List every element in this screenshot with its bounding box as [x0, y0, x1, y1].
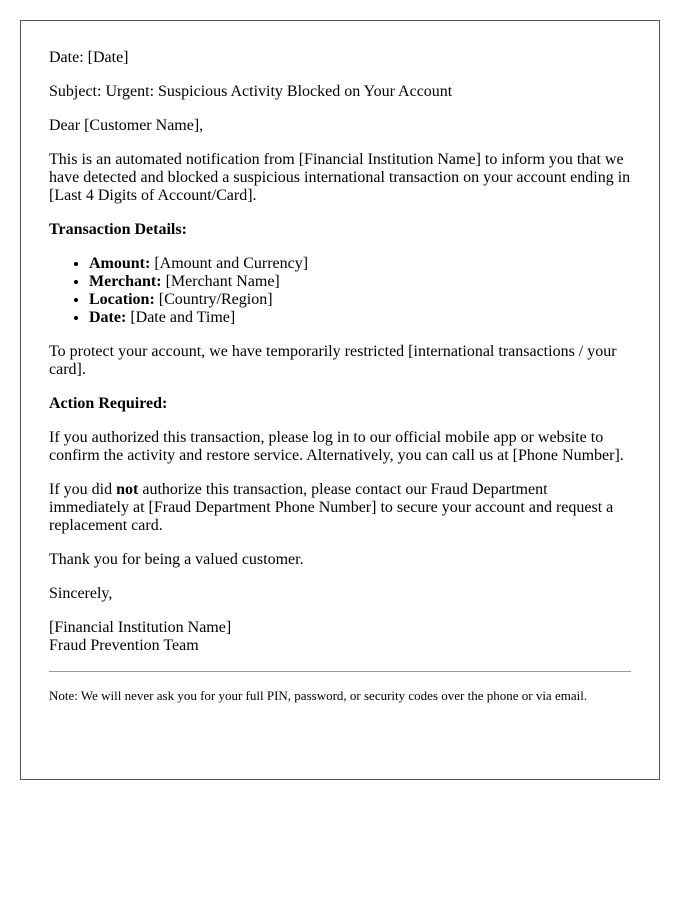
detail-item-merchant	[89, 273, 631, 291]
detail-value: [Country/Region]	[154, 291, 273, 308]
detail-value: [Amount and Currency]	[150, 255, 309, 272]
greeting: Dear [Customer Name],	[49, 117, 204, 134]
signature-organization: [Financial Institution Name]	[49, 619, 232, 636]
detail-item-date	[89, 309, 631, 327]
transaction-details-list	[49, 255, 631, 327]
detail-label: Amount:	[89, 255, 151, 272]
not-authorized-text-start: If you did	[49, 481, 117, 498]
not-emphasis: not	[116, 481, 139, 498]
letter-container	[20, 20, 660, 780]
divider	[49, 671, 631, 672]
not-authorized-text-end: authorize this transaction, please contact our Fraud Department immediately at [Fraud Department Phone Number] to secure your account and request a replacement card.	[49, 481, 614, 534]
intro-paragraph: This is an automated notification from [Financial Institution Name] to inform you that we have detected and blocked a suspicious international transaction on your account ending in [Last 4 Digits of Account/Card].	[49, 151, 631, 204]
detail-item-location	[89, 291, 631, 309]
detail-item-amount	[89, 255, 631, 273]
detail-label: Date:	[89, 309, 127, 326]
detail-value: [Merchant Name]	[161, 273, 280, 290]
thanks-paragraph: Thank you for being a valued customer.	[49, 551, 304, 568]
protect-paragraph: To protect your account, we have temporarily restricted [international transactions / your card].	[49, 343, 617, 378]
action-required-heading: Action Required:	[49, 395, 168, 412]
detail-label: Location:	[89, 291, 155, 308]
date-line: Date: [Date]	[49, 49, 129, 66]
subject-line: Subject: Urgent: Suspicious Activity Blocked on Your Account	[49, 83, 453, 100]
closing: Sincerely,	[49, 585, 113, 602]
not-authorized-paragraph	[49, 481, 631, 535]
signature-block	[49, 619, 631, 655]
security-note: Note: We will never ask you for your full PIN, password, or security codes over the phone or via email.	[49, 688, 588, 703]
transaction-details-heading: Transaction Details:	[49, 221, 187, 238]
authorized-paragraph: If you authorized this transaction, please log in to our official mobile app or website to confirm the activity and restore service. Alternatively, you can call us at [Phone Number].	[49, 429, 624, 464]
detail-value: [Date and Time]	[126, 309, 236, 326]
detail-label: Merchant:	[89, 273, 162, 290]
signature-team: Fraud Prevention Team	[49, 637, 199, 654]
